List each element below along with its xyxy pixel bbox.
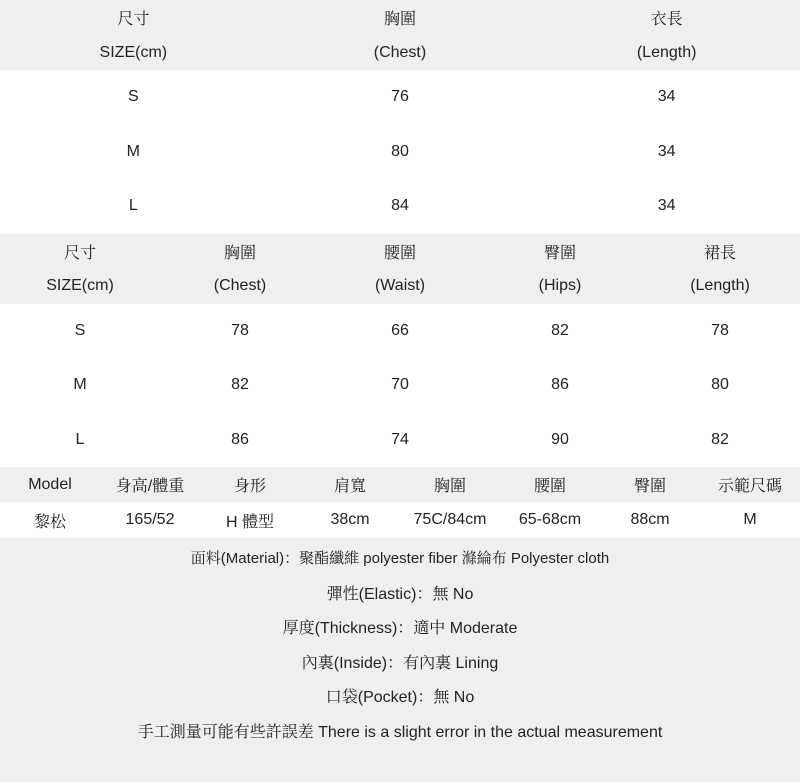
table-header-row (0, 0, 800, 35)
table-cell: 86 (231, 430, 249, 448)
table-header-row (0, 269, 800, 304)
table-cell: 90 (551, 430, 569, 448)
table-cell: 75C/84cm (413, 511, 487, 529)
header-height-weight: 身高/體重 (115, 478, 185, 496)
header-body-shape: 身形 (233, 478, 266, 496)
header-chest-en: (Chest) (213, 277, 267, 294)
header-hips-en: (Hips) (538, 277, 582, 294)
inside-line: 內裏(Inside)：有內裏 Lining (301, 654, 499, 672)
table-cell: 86 (551, 376, 569, 394)
table-row (0, 125, 800, 180)
material-line: 面料(Material)：聚酯纖維 polyester fiber 滌綸布 Polyester cloth (190, 550, 610, 568)
table-row (0, 179, 800, 234)
thickness-line: 厚度(Thickness)：適中 Moderate (282, 620, 518, 638)
table-cell: 80 (711, 376, 729, 394)
table-row (0, 413, 800, 468)
table-cell: 80 (391, 142, 409, 160)
header-length-cn: 衣長 (650, 11, 683, 28)
header-size-en: SIZE(cm) (46, 277, 114, 294)
table-cell: 76 (391, 88, 409, 106)
table-cell: M (73, 376, 87, 394)
table-cell: M (126, 142, 140, 160)
table-cell: 34 (657, 88, 676, 106)
header-size-cn: 尺寸 (117, 11, 150, 28)
model-table (0, 467, 800, 538)
table-cell: S (127, 88, 139, 106)
table-cell: 78 (711, 321, 729, 339)
header-chest-en: (Chest) (373, 43, 427, 61)
header-model: Model (28, 475, 72, 493)
table-cell: 82 (711, 430, 729, 448)
table-cell: 34 (657, 142, 676, 160)
fabric-info-block (0, 538, 800, 782)
elastic-line: 彈性(Elastic)：無 No (326, 585, 474, 603)
header-hips: 臀圍 (633, 478, 666, 496)
header-length-cn: 裙長 (703, 244, 736, 262)
header-hips-cn: 臀圍 (543, 244, 576, 262)
table-header-row (0, 234, 800, 269)
table-cell: 82 (231, 376, 249, 394)
size-table-bottom (0, 234, 800, 468)
size-table-top (0, 0, 800, 234)
header-chest: 胸圍 (433, 478, 466, 496)
header-chest-cn: 胸圍 (383, 11, 416, 28)
table-header-row (0, 467, 800, 502)
header-waist-en: (Waist) (374, 277, 426, 294)
table-row (0, 358, 800, 413)
header-waist: 腰圍 (533, 478, 566, 496)
table-cell: 74 (391, 430, 409, 448)
table-row (0, 70, 800, 125)
table-cell: 34 (657, 197, 676, 215)
table-cell: L (75, 430, 85, 448)
table-cell: 82 (551, 321, 569, 339)
table-cell: M (743, 511, 757, 529)
header-demo-size: 示範尺碼 (717, 478, 782, 496)
table-cell: H 體型 (225, 513, 274, 531)
table-row (0, 304, 800, 359)
header-length-en: (Length) (690, 277, 750, 294)
table-header-row (0, 35, 800, 70)
table-cell: S (74, 321, 86, 339)
header-waist-cn: 腰圍 (383, 244, 416, 262)
pocket-line: 口袋(Pocket)：無 No (325, 689, 475, 707)
measurement-note: 手工測量可能有些許誤差 There is a slight error in the actual measurement (137, 724, 663, 742)
header-size-en: SIZE(cm) (99, 43, 168, 61)
table-row (0, 502, 800, 538)
header-size-cn: 尺寸 (63, 244, 96, 262)
header-shoulder: 肩寬 (333, 478, 366, 496)
table-cell: 88cm (630, 511, 670, 529)
header-length-en: (Length) (636, 43, 697, 61)
table-cell: 66 (391, 321, 409, 339)
table-cell: 黎松 (33, 513, 66, 531)
table-cell: 38cm (330, 511, 370, 529)
header-chest-cn: 胸圍 (223, 244, 256, 262)
table-cell: 84 (391, 197, 409, 215)
table-cell: 165/52 (125, 511, 175, 529)
table-cell: 78 (231, 321, 249, 339)
table-cell: L (128, 197, 138, 215)
table-cell: 70 (391, 376, 409, 394)
table-cell: 65-68cm (518, 511, 582, 529)
